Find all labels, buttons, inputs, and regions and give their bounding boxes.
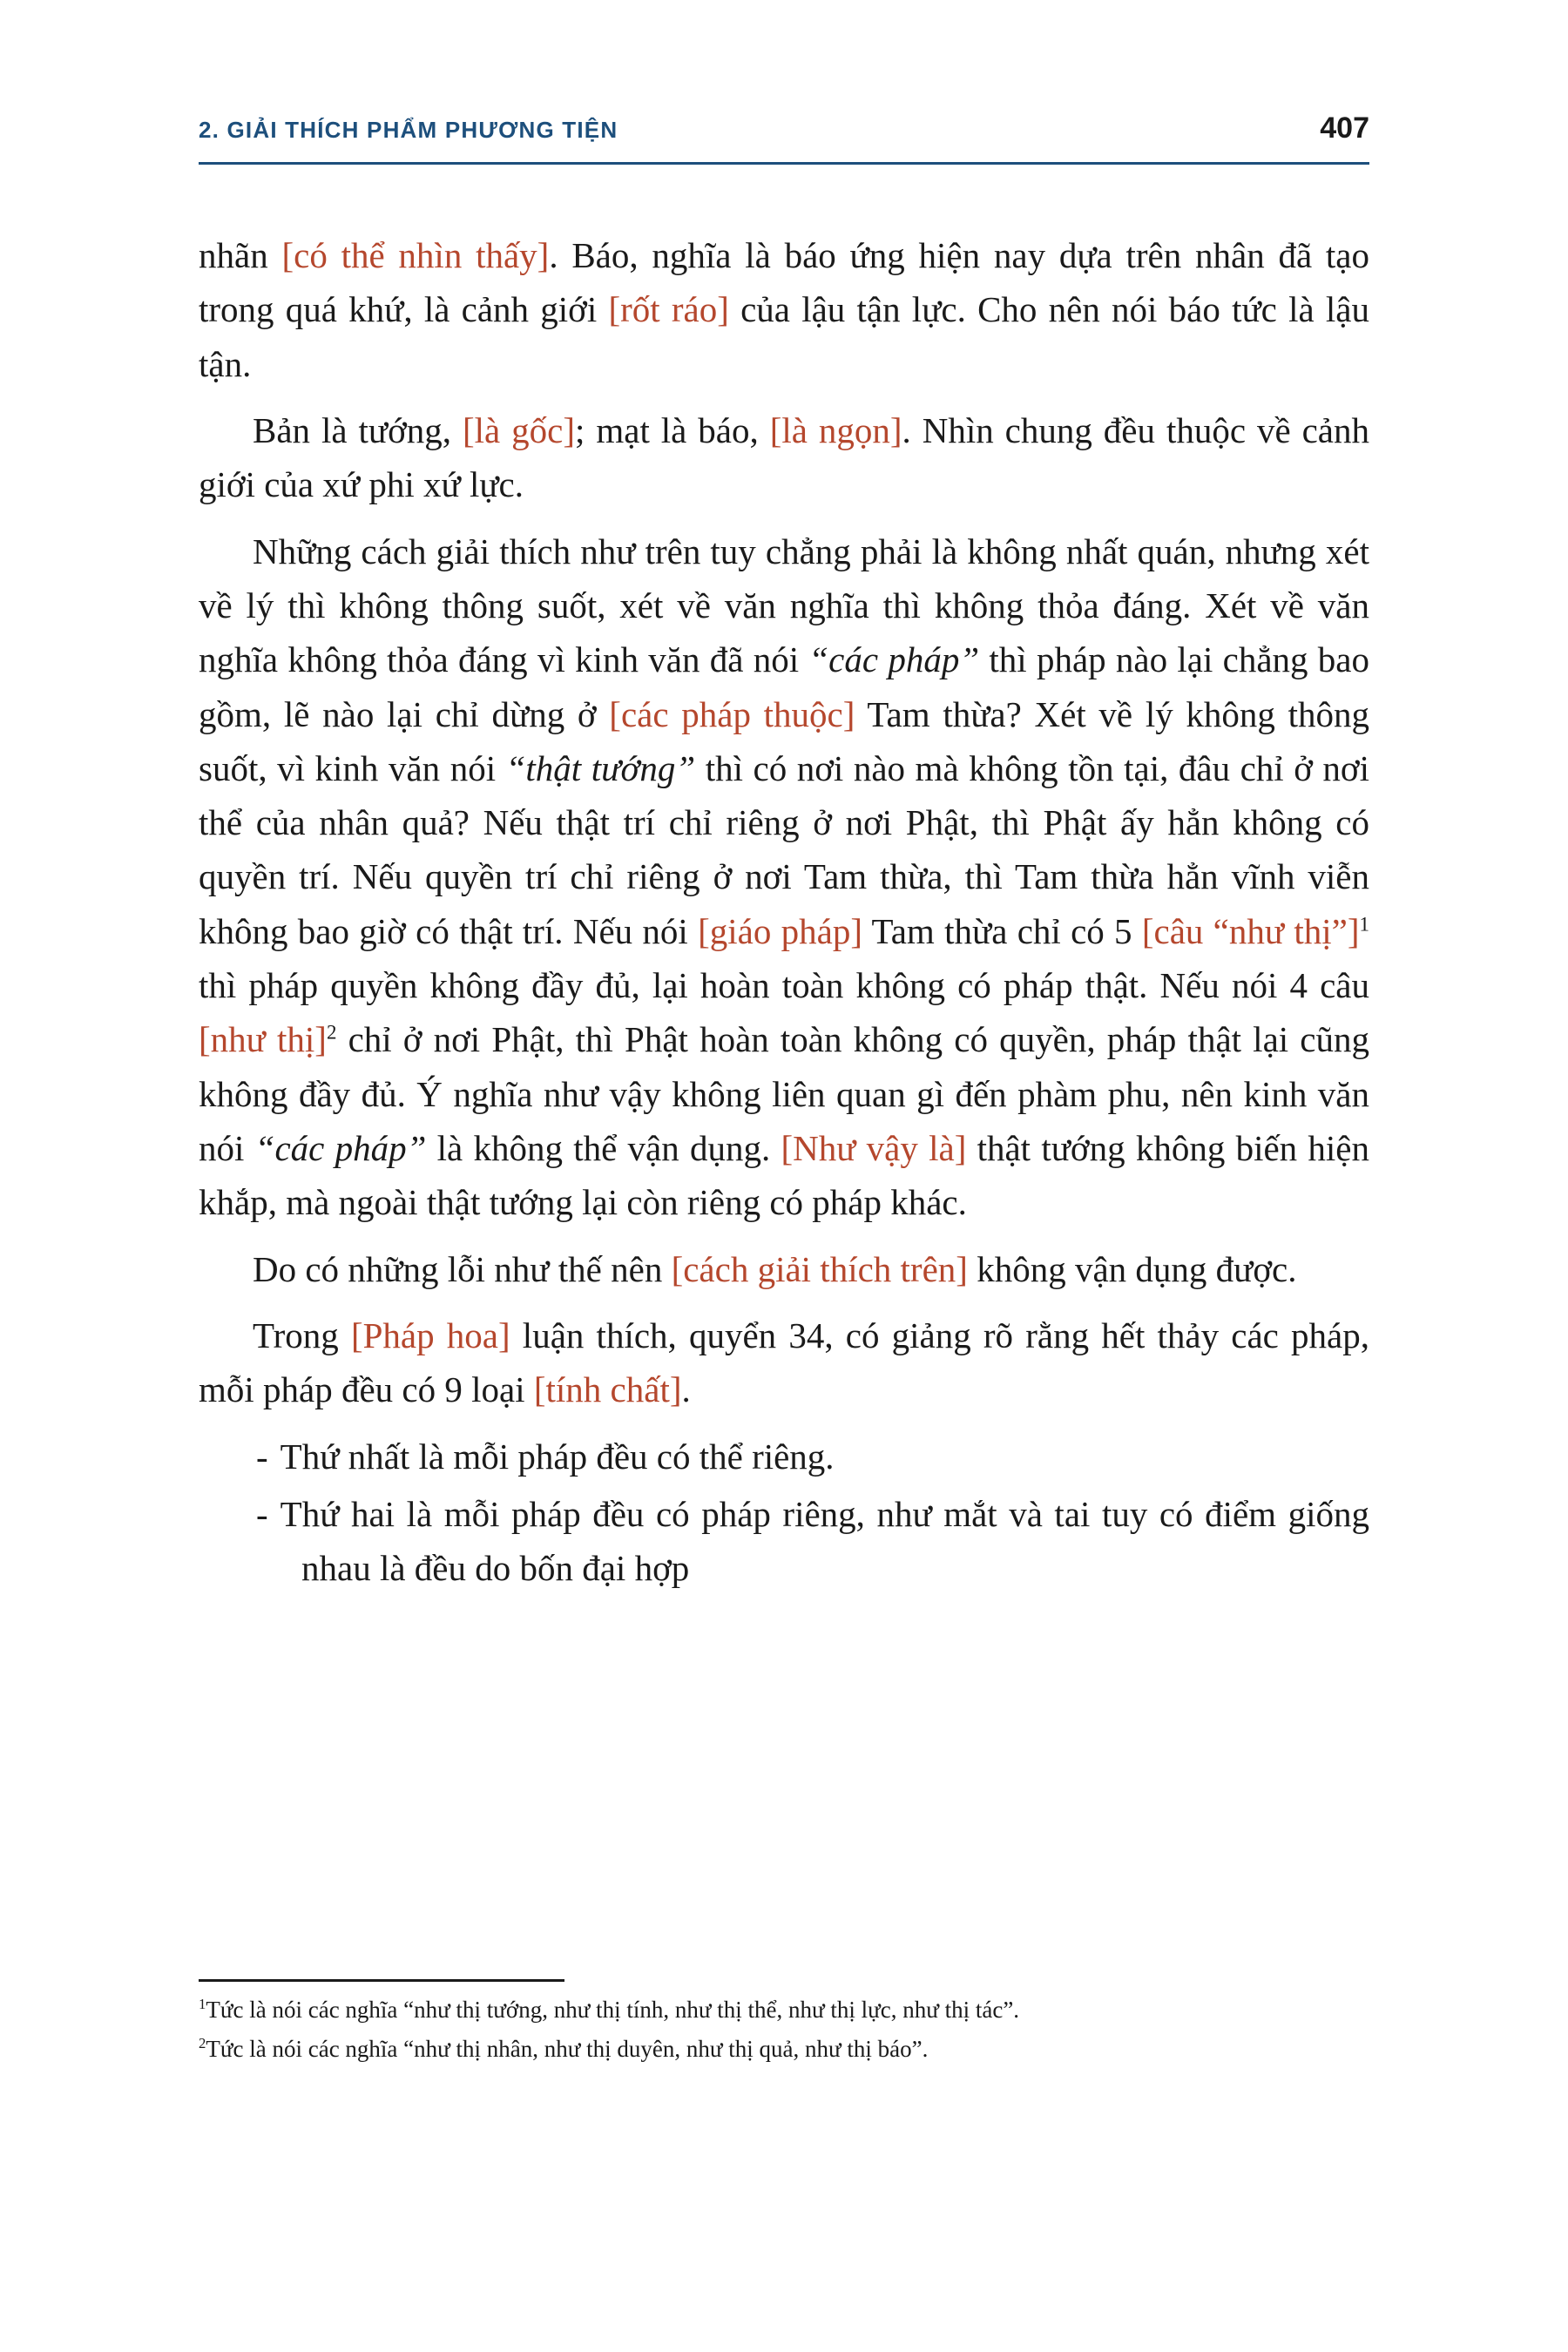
text-run: của lậu tận lực. Cho nên nói báo tức là lậu tận. (199, 289, 1369, 384)
list-dash-marker: - (256, 1493, 268, 1534)
editorial-insertion: [rốt ráo] (608, 289, 729, 330)
body-paragraph (199, 403, 1369, 512)
text-run: Do có những lỗi như thế nên (253, 1248, 672, 1289)
text-run: chỉ ở nơi Phật, thì Phật hoàn toàn không có quyền, pháp thật lại cũng không đầy đủ. Ý nghĩa như vậy không liên quan gì đến phàm phu, nên kinh văn nói (199, 1019, 1369, 1168)
quoted-term: “thật tướng” (505, 747, 696, 788)
body-paragraph (199, 524, 1369, 1230)
quoted-term: “các pháp” (808, 639, 980, 680)
list-item-label: Thứ nhất là mỗi pháp đều có thể riêng. (280, 1436, 835, 1477)
body-paragraph (199, 1308, 1369, 1417)
footnote-reference: 1 (1359, 913, 1369, 936)
text-run: thì pháp quyền không đầy đủ, lại hoàn toàn không có pháp thật. Nếu nói 4 câu (199, 965, 1369, 1006)
list-dash-marker: - (256, 1436, 268, 1477)
body-paragraph (199, 228, 1369, 391)
text-run: là không thể vận dụng. (426, 1128, 781, 1168)
footnote-block (199, 1993, 1383, 2072)
bullet-list (199, 1429, 1369, 1596)
header-rule (199, 162, 1369, 165)
text-run: thì có nơi nào mà không tồn tại, đâu chỉ ở nơi thể của nhân quả? Nếu thật trí chỉ riêng ở nơi Phật, thì Phật ấy hẳn không có quyền trí. Nếu quyền trí chỉ riêng ở nơi Tam thừa, thì Tam thừa hẳn vĩnh viễn không bao giờ có thật trí. Nếu nói (199, 747, 1370, 951)
quoted-term: “các pháp” (254, 1128, 427, 1168)
list-item (199, 1429, 1369, 1484)
text-run: Những cách giải thích như trên tuy chẳng phải là không nhất quán, nhưng xét về lý thì không thông suốt, xét về văn nghĩa thì không thỏa đáng. Xét về văn nghĩa không thỏa đáng vì kinh văn đã nói (199, 531, 1369, 680)
text-run: . Nhìn chung đều thuộc về cảnh giới của xứ phi xứ lực. (199, 409, 1369, 505)
text-run: Trong (253, 1315, 351, 1355)
footnote-reference: 2 (326, 1021, 337, 1044)
footnote-marker: 2 (199, 2034, 206, 2051)
editorial-insertion: [là gốc] (463, 409, 576, 450)
editorial-insertion: [tính chất] (533, 1369, 682, 1410)
footnote (199, 2032, 1383, 2066)
text-run: Tam thừa chỉ có 5 (862, 910, 1142, 951)
editorial-insertion: [giáo pháp] (698, 910, 862, 951)
footnote-text: Tức là nói các nghĩa “như thị nhân, như thị duyên, như thị quả, như thị báo”. (206, 2035, 929, 2062)
paragraph-list (199, 228, 1369, 1417)
editorial-insertion: [cách giải thích trên] (671, 1248, 968, 1289)
editorial-insertion: [là ngọn] (769, 409, 902, 450)
text-run: . (681, 1369, 691, 1410)
footnote (199, 1993, 1383, 2027)
running-title: 2. GIẢI THÍCH PHẨM PHƯƠNG TIỆN (199, 117, 618, 143)
editorial-insertion: [như thị] (199, 1019, 327, 1060)
page-number: 407 (1320, 112, 1369, 145)
editorial-insertion: [Như vậy là] (781, 1128, 967, 1168)
text-run: Bản là tướng, (253, 409, 463, 450)
text-run: nhãn (199, 235, 282, 275)
running-header (199, 112, 1369, 145)
list-item (199, 1487, 1369, 1596)
text-run: . Báo, nghĩa là báo ứng hiện nay dựa trên nhân đã tạo trong quá khứ, là cảnh giới (199, 235, 1370, 330)
editorial-insertion: [câu “như thị”] (1141, 910, 1360, 951)
text-run: Tam thừa? Xét về lý không thông suốt, vì kinh văn nói (199, 693, 1370, 788)
text-run: thật tướng không biến hiện khắp, mà ngoài thật tướng lại còn riêng có pháp khác. (199, 1128, 1369, 1223)
text-run: luận thích, quyển 34, có giảng rõ rằng hết thảy các pháp, mỗi pháp đều có 9 loại (199, 1315, 1369, 1410)
footnote-marker: 1 (199, 1996, 206, 2012)
text-run: không vận dụng được. (967, 1248, 1297, 1289)
footnote-text: Tức là nói các nghĩa “như thị tướng, như thị tính, như thị thể, như thị lực, như thị tác”. (206, 1997, 1020, 2023)
editorial-insertion: [Pháp hoa] (350, 1315, 510, 1355)
body-paragraph (199, 1242, 1369, 1296)
text-run: thì pháp nào lại chẳng bao gồm, lẽ nào lại chỉ dừng ở (199, 639, 1369, 734)
editorial-insertion: [các pháp thuộc] (609, 693, 855, 734)
text-run: ; mạt là báo, (575, 409, 770, 450)
body-content (199, 228, 1369, 1599)
editorial-insertion: [có thể nhìn thấy] (281, 235, 550, 275)
list-item-label: Thứ hai là mỗi pháp đều có pháp riêng, như mắt và tai tuy có điểm giống nhau là đều do bốn đại hợp (280, 1493, 1369, 1589)
footnote-separator (199, 1979, 564, 1982)
